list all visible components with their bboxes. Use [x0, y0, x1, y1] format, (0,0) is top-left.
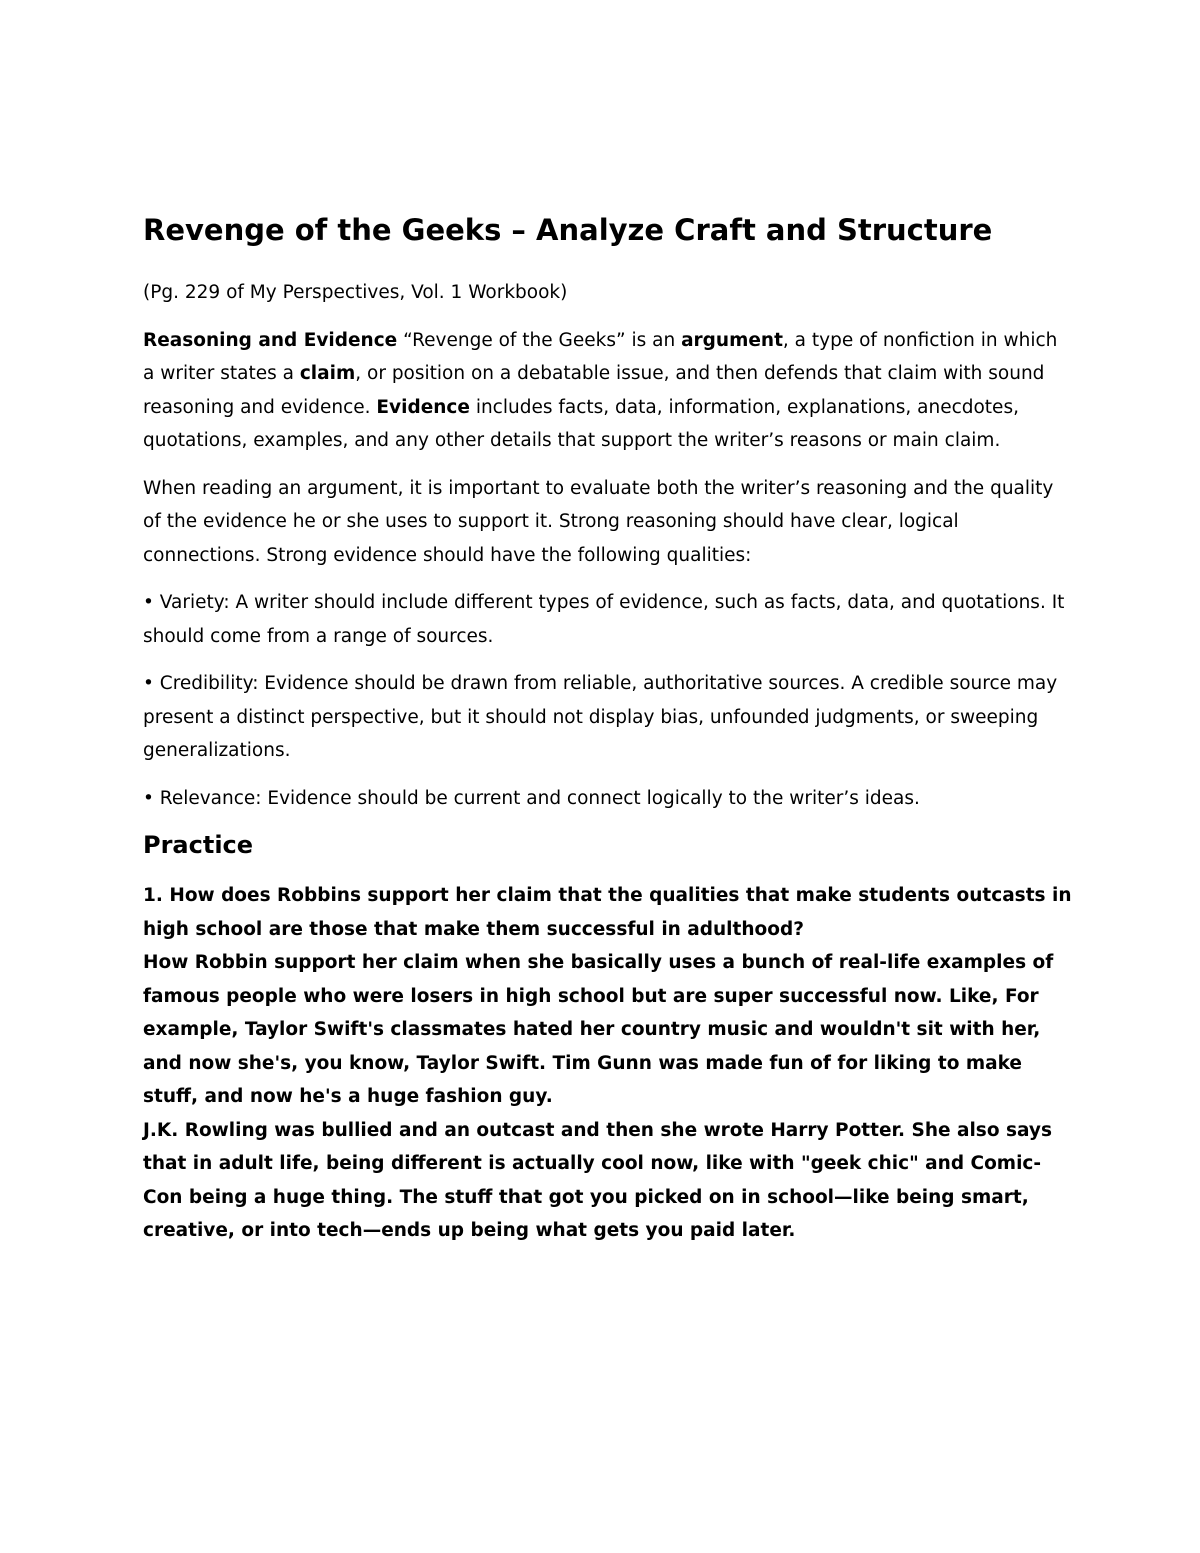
- practice-answer-part2: J.K. Rowling was bullied and an outcast and then she wrote Harry Potter. She also says that in adult life, being different is actually cool now, like with "geek chic" and Comic-Con being a huge thing. The stuff that got you picked on in school—like being smart, creative, or into tech—ends up being what gets you paid later.: [143, 1119, 1052, 1241]
- bullet-variety: • Variety: A writer should include different types of evidence, such as facts, data, and quotations. It should come from a range of sources.: [143, 592, 1065, 647]
- intro-text-1: “Revenge of the Geeks” is an: [397, 329, 682, 351]
- document-page: [143, 208, 1073, 1248]
- document-title: Revenge of the Geeks – Analyze Craft and Structure: [143, 213, 993, 247]
- intro-paragraph: [143, 324, 1073, 458]
- practice-question: 1. How does Robbins support her claim that the qualities that make students outcasts in high school are those that make them successful in adulthood?: [143, 885, 1072, 940]
- term-reasoning-and-evidence: Reasoning and Evidence: [143, 329, 398, 351]
- intro-text-4: includes facts, data, information, explanations, anecdotes, quotations, examples, and any other details that support the writer’s reasons or main claim.: [143, 396, 1019, 451]
- document-subtitle: (Pg. 229 of My Perspectives, Vol. 1 Workbook): [143, 282, 568, 303]
- intro-text-2: , a type of nonfiction in which a writer states a: [143, 329, 1058, 384]
- term-argument: argument: [681, 329, 783, 351]
- bullet-credibility: • Credibility: Evidence should be drawn from reliable, authoritative sources. A credible source may present a distinct perspective, but it should not display bias, unfounded judgments, or sweeping generalizations.: [143, 673, 1058, 761]
- practice-block: [143, 879, 1073, 1248]
- practice-answer-part1: How Robbin support her claim when she basically uses a bunch of real-life examples of famous people who were losers in high school but are super successful now. Like, For example, Taylor Swift's classmates hated her country music and wouldn't sit with her, and now she's, you know, Taylor Swift. Tim Gunn was made fun of for liking to make stuff, and now he's a huge fashion guy.: [143, 952, 1054, 1107]
- intro-text-3: , or position on a debatable issue, and then defends that claim with sound reasoning and evidence.: [143, 363, 1045, 418]
- bullet-relevance: • Relevance: Evidence should be current and connect logically to the writer’s ideas.: [143, 787, 920, 809]
- practice-heading: Practice: [143, 831, 254, 859]
- evaluation-paragraph: When reading an argument, it is important to evaluate both the writer’s reasoning and the quality of the evidence he or she uses to support it. Strong reasoning should have clear, logical connections. Strong evidence should have the following qualities:: [143, 477, 1054, 566]
- term-evidence: Evidence: [376, 396, 470, 418]
- term-claim: claim: [299, 363, 356, 384]
